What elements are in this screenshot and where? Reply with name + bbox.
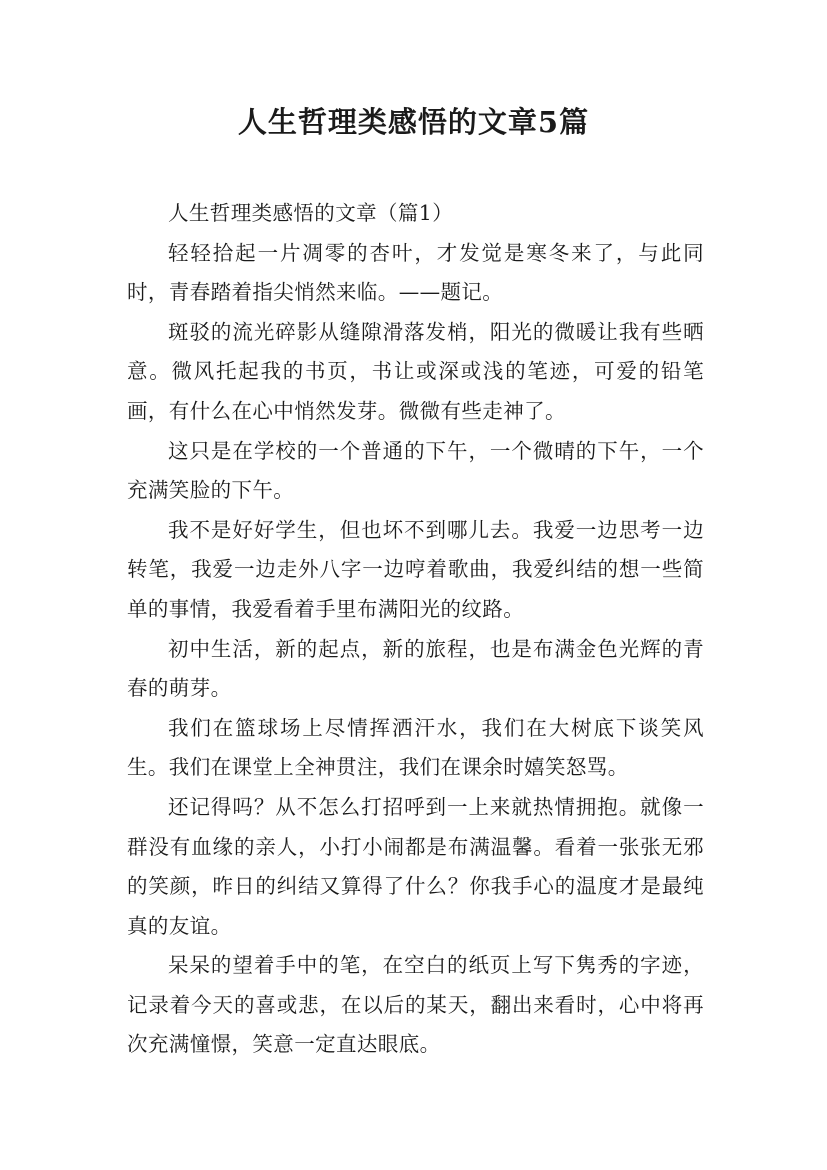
paragraph-3: 这只是在学校的一个普通的下午，一个微晴的下午，一个充满笑脸的下午。	[127, 438, 704, 503]
paragraph-1: 轻轻拾起一片凋零的杏叶，才发觉是寒冬来了，与此同时，青春踏着指尖悄然来临。——题记。	[127, 240, 704, 305]
paragraph-2: 斑驳的流光碎影从缝隙滑落发梢，阳光的微暖让我有些晒意。微风托起我的书页，书让或深或浅的笔迹，可爱的铅笔画，有什么在心中悄然发芽。微微有些走神了。	[127, 319, 704, 423]
section-heading: 人生哲理类感悟的文章（篇1）	[168, 201, 454, 225]
paragraph-6: 我们在篮球场上尽情挥洒汗水，我们在大树底下谈笑风生。我们在课堂上全神贯注，我们在课余时嬉笑怒骂。	[127, 715, 704, 780]
paragraph-8: 呆呆的望着手中的笔，在空白的纸页上写下隽秀的字迹，记录着今天的喜或悲，在以后的某天，翻出来看时，心中将再次充满憧憬，笑意一定直达眼底。	[127, 953, 704, 1057]
paragraph-7: 还记得吗？从不怎么打招呼到一上来就热情拥抱。就像一群没有血缘的亲人，小打小闹都是布满温馨。看着一张张无邪的笑颜，昨日的纠结又算得了什么？你我手心的温度才是最纯真的友谊。	[127, 794, 704, 938]
paragraph-5: 初中生活，新的起点，新的旅程，也是布满金色光辉的青春的萌芽。	[127, 636, 704, 701]
paragraph-4: 我不是好好学生，但也坏不到哪儿去。我爱一边思考一边转笔，我爱一边走外八字一边哼着歌曲，我爱纠结的想一些简单的事情，我爱看着手里布满阳光的纹路。	[127, 517, 704, 621]
document-body	[127, 194, 704, 1065]
document-title: 人生哲理类感悟的文章5篇	[237, 105, 590, 139]
